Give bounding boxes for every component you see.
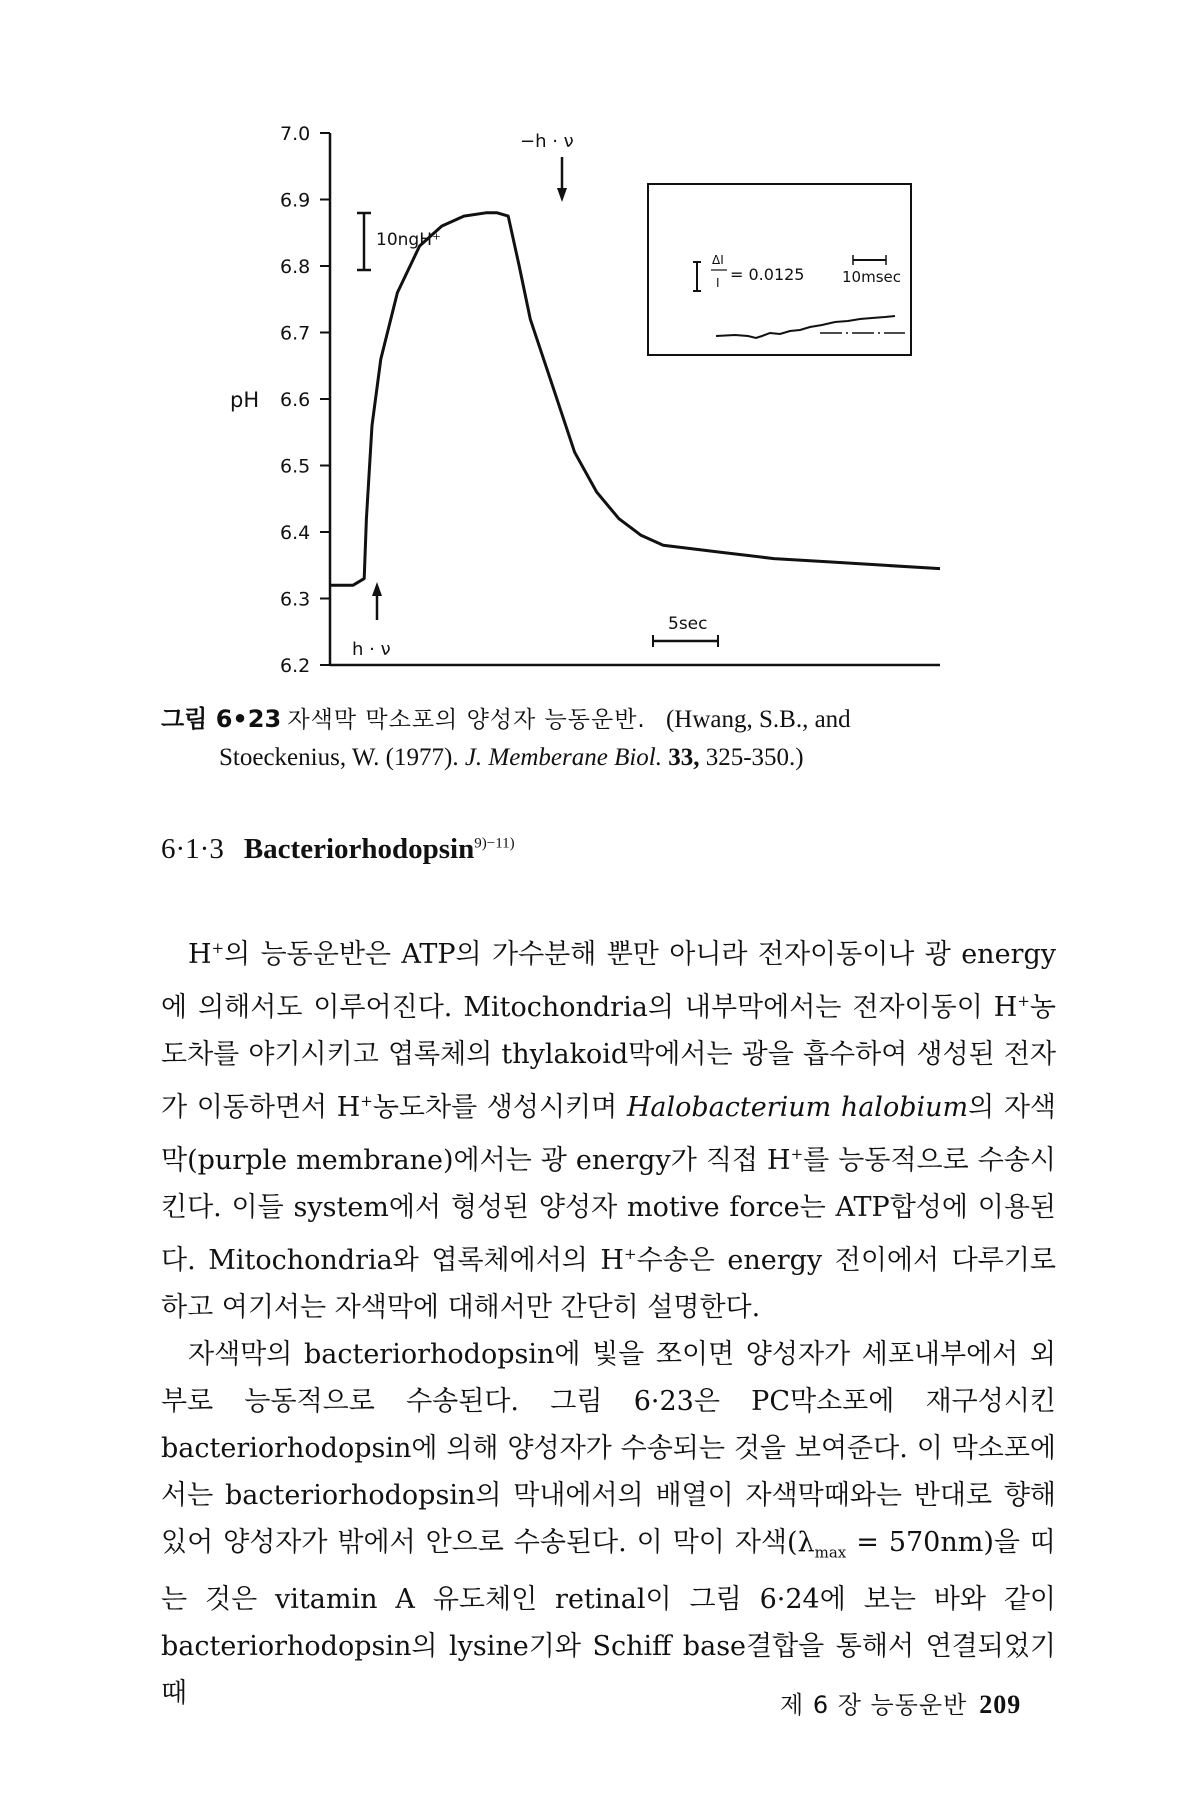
y-tick-label: 6.7 xyxy=(280,322,311,345)
y-scale-bar xyxy=(357,213,441,270)
x-scale-bar xyxy=(653,614,718,647)
y-tick-label: 6.2 xyxy=(280,655,311,677)
chapter-label: 제 6 장 능동운반 xyxy=(780,1691,968,1719)
inset-panel xyxy=(648,184,911,355)
x-scale-label: 5sec xyxy=(668,614,708,634)
y-tick-label: 6.5 xyxy=(280,455,311,478)
body-text xyxy=(161,925,1056,1717)
y-tick-label: 6.4 xyxy=(280,522,311,544)
inset-ratio-den: I xyxy=(716,276,720,290)
y-ticks xyxy=(280,123,330,677)
section-heading xyxy=(161,833,515,866)
y-tick-label: 6.9 xyxy=(280,189,311,212)
inset-time-label: 10msec xyxy=(842,268,901,286)
figure-ref-journal: J. Memberane Biol. xyxy=(464,744,662,771)
y-axis-label: pH xyxy=(230,388,260,412)
page-footer xyxy=(780,1685,1021,1720)
paragraph-2: 자색막의 bacteriorhodopsin에 빛을 쪼이면 양성자가 세포내부에서 외부로 능동적으로 수송된다. 그림 6·23은 PC막소포에 재구성시킨 bacteriorhodopsin에 의해 양성자가 수송되는 것을 보여준다. 이 막소포에서는 bacteriorhodopsin의 막내에서의 배열이 자색막때와는 반대로 향해 있어 양성자가 밖에서 안으로 수송된다. 이 막이 자색$(\lambda_{max} = 570nm)$을 띠는 것은 vitamin A 유도체인 retinal이 그림 6·24에 보는 바와 같이 bacteriorhodopsin의 lysine기와 Schiff base결합을 통해서 연결되었기 때 xyxy=(161,1339,1056,1710)
figure-ref-authors: Stoeckenius, W. (1977). xyxy=(219,744,465,771)
inset-trace xyxy=(716,316,895,338)
figure-ref-volume: 33, xyxy=(661,744,700,771)
light-off-marker xyxy=(520,131,574,202)
y-tick-label: 6.8 xyxy=(280,256,311,278)
ph-time-chart xyxy=(0,0,1200,700)
figure-ref-pages: 325-350.) xyxy=(699,744,804,771)
section-refs: 9)−11) xyxy=(474,835,515,852)
light-on-label: h · ν xyxy=(352,639,391,660)
section-number: 6·1·3 xyxy=(161,833,224,865)
y-tick-label: 6.3 xyxy=(280,588,311,611)
figure-title: 자색막 막소포의 양성자 능동운반. xyxy=(287,707,646,733)
inset-ratio-value: = 0.0125 xyxy=(730,265,805,284)
figure-caption xyxy=(161,700,1041,777)
section-title: Bacteriorhodopsin xyxy=(243,833,475,865)
inset-ratio-num: ΔI xyxy=(712,253,724,267)
page-number: 209 xyxy=(979,1690,1022,1719)
paragraph-1: H+의 능동운반은 ATP의 가수분해 뿐만 아니라 전자이동이나 광 energy에 의해서도 이루어진다. Mitochondria의 내부막에서는 전자이동이 H+농도차를 야기시키고 엽록체의 thylakoid막에서는 광을 흡수하여 생성된 전자가 이동하면서 H+농도차를 생성시키며 Halobacterium halobium의 자색막(purple membrane)에서는 광 energy가 직접 H+를 능동적으로 수송시킨다. 이들 system에서 형성된 양성자 motive force는 ATP합성에 이용된다. Mitochondria와 엽록체에서의 H+수송은 energy 전이에서 다루기로 하고 여기서는 자색막에 대해서만 간단히 설명한다. xyxy=(161,939,1056,1323)
y-tick-label: 7.0 xyxy=(280,123,311,145)
figure-ref: (Hwang, S.B., and xyxy=(665,706,851,733)
light-off-label: −h · ν xyxy=(520,131,574,152)
figure-label: 그림 6•23 xyxy=(161,705,282,733)
light-on-marker xyxy=(352,582,391,660)
y-tick-label: 6.6 xyxy=(280,389,311,411)
y-scale-label: 10ngH⁺ xyxy=(376,230,441,250)
